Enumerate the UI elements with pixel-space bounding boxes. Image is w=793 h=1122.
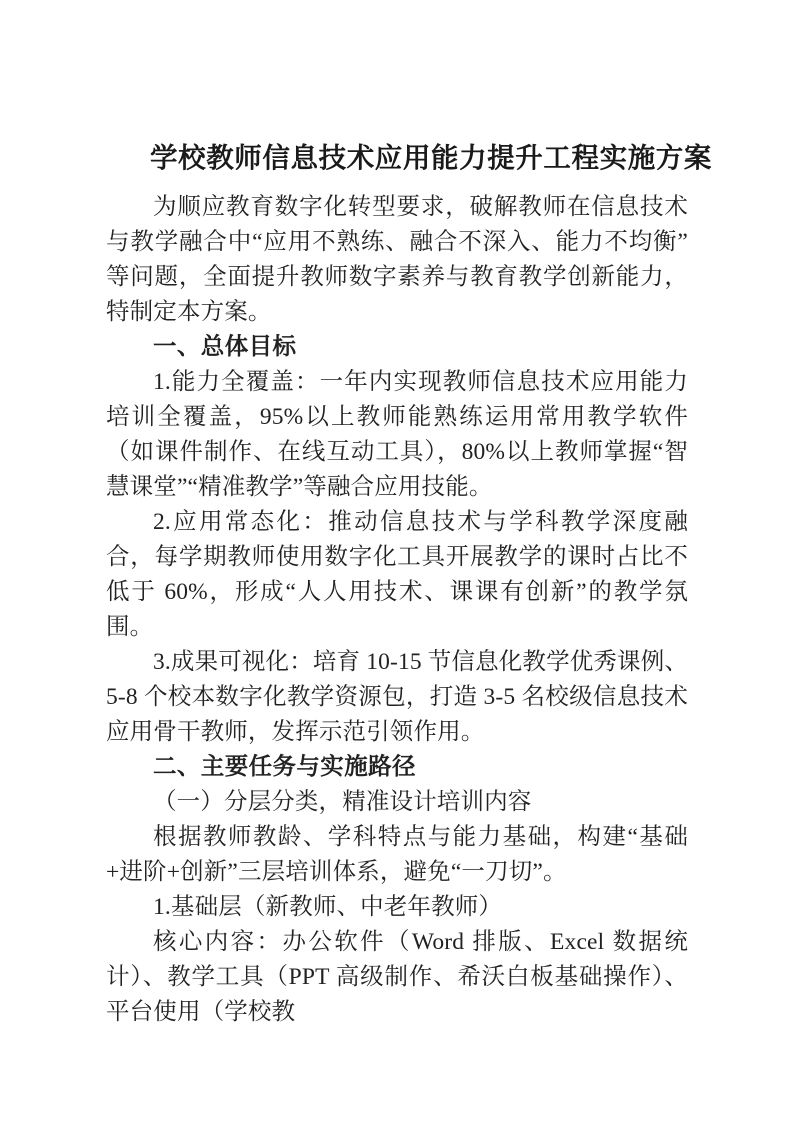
section-heading-1: 一、总体目标	[153, 334, 297, 360]
paragraph-tier-1-content: 核心内容：办公软件（Word 排版、Excel 数据统计）、教学工具（PPT 高级制作、希沃白板基础操作）、平台使用（学校教	[106, 929, 688, 1025]
page-title: 学校教师信息技术应用能力提升工程实施方案	[150, 142, 712, 173]
section-heading-2: 二、主要任务与实施路径	[153, 754, 416, 780]
paragraph-goal-2: 2.应用常态化：推动信息技术与学科教学深度融合，每学期教师使用数字化工具开展教学的课时占比不低于 60%，形成“人人用技术、课课有创新”的教学氛围。	[106, 509, 688, 640]
paragraph-tier-1-title: 1.基础层（新教师、中老年教师）	[153, 894, 503, 920]
document-body	[106, 140, 712, 1030]
paragraph-goal-3: 3.成果可视化：培育 10-15 节信息化教学优秀课例、5-8 个校本数字化教学资源包，打造 3-5 名校级信息技术应用骨干教师，发挥示范引领作用。	[106, 649, 688, 745]
paragraph-subsection-2-1-intro: 根据教师教龄、学科特点与能力基础，构建“基础+进阶+创新”三层培训体系，避免“一刀切”。	[106, 824, 688, 885]
paragraph-goal-1: 1.能力全覆盖：一年内实现教师信息技术应用能力培训全覆盖，95%以上教师能熟练运用常用教学软件（如课件制作、在线互动工具），80%以上教师掌握“智慧课堂”“精准教学”等融合应用技能。	[106, 369, 688, 500]
paragraph-preamble: 为顺应教育数字化转型要求，破解教师在信息技术与教学融合中“应用不熟练、融合不深入、能力不均衡”等问题，全面提升教师数字素养与教育教学创新能力，特制定本方案。	[106, 194, 688, 325]
subsection-heading-2-1: （一）分层分类，精准设计培训内容	[153, 789, 532, 815]
